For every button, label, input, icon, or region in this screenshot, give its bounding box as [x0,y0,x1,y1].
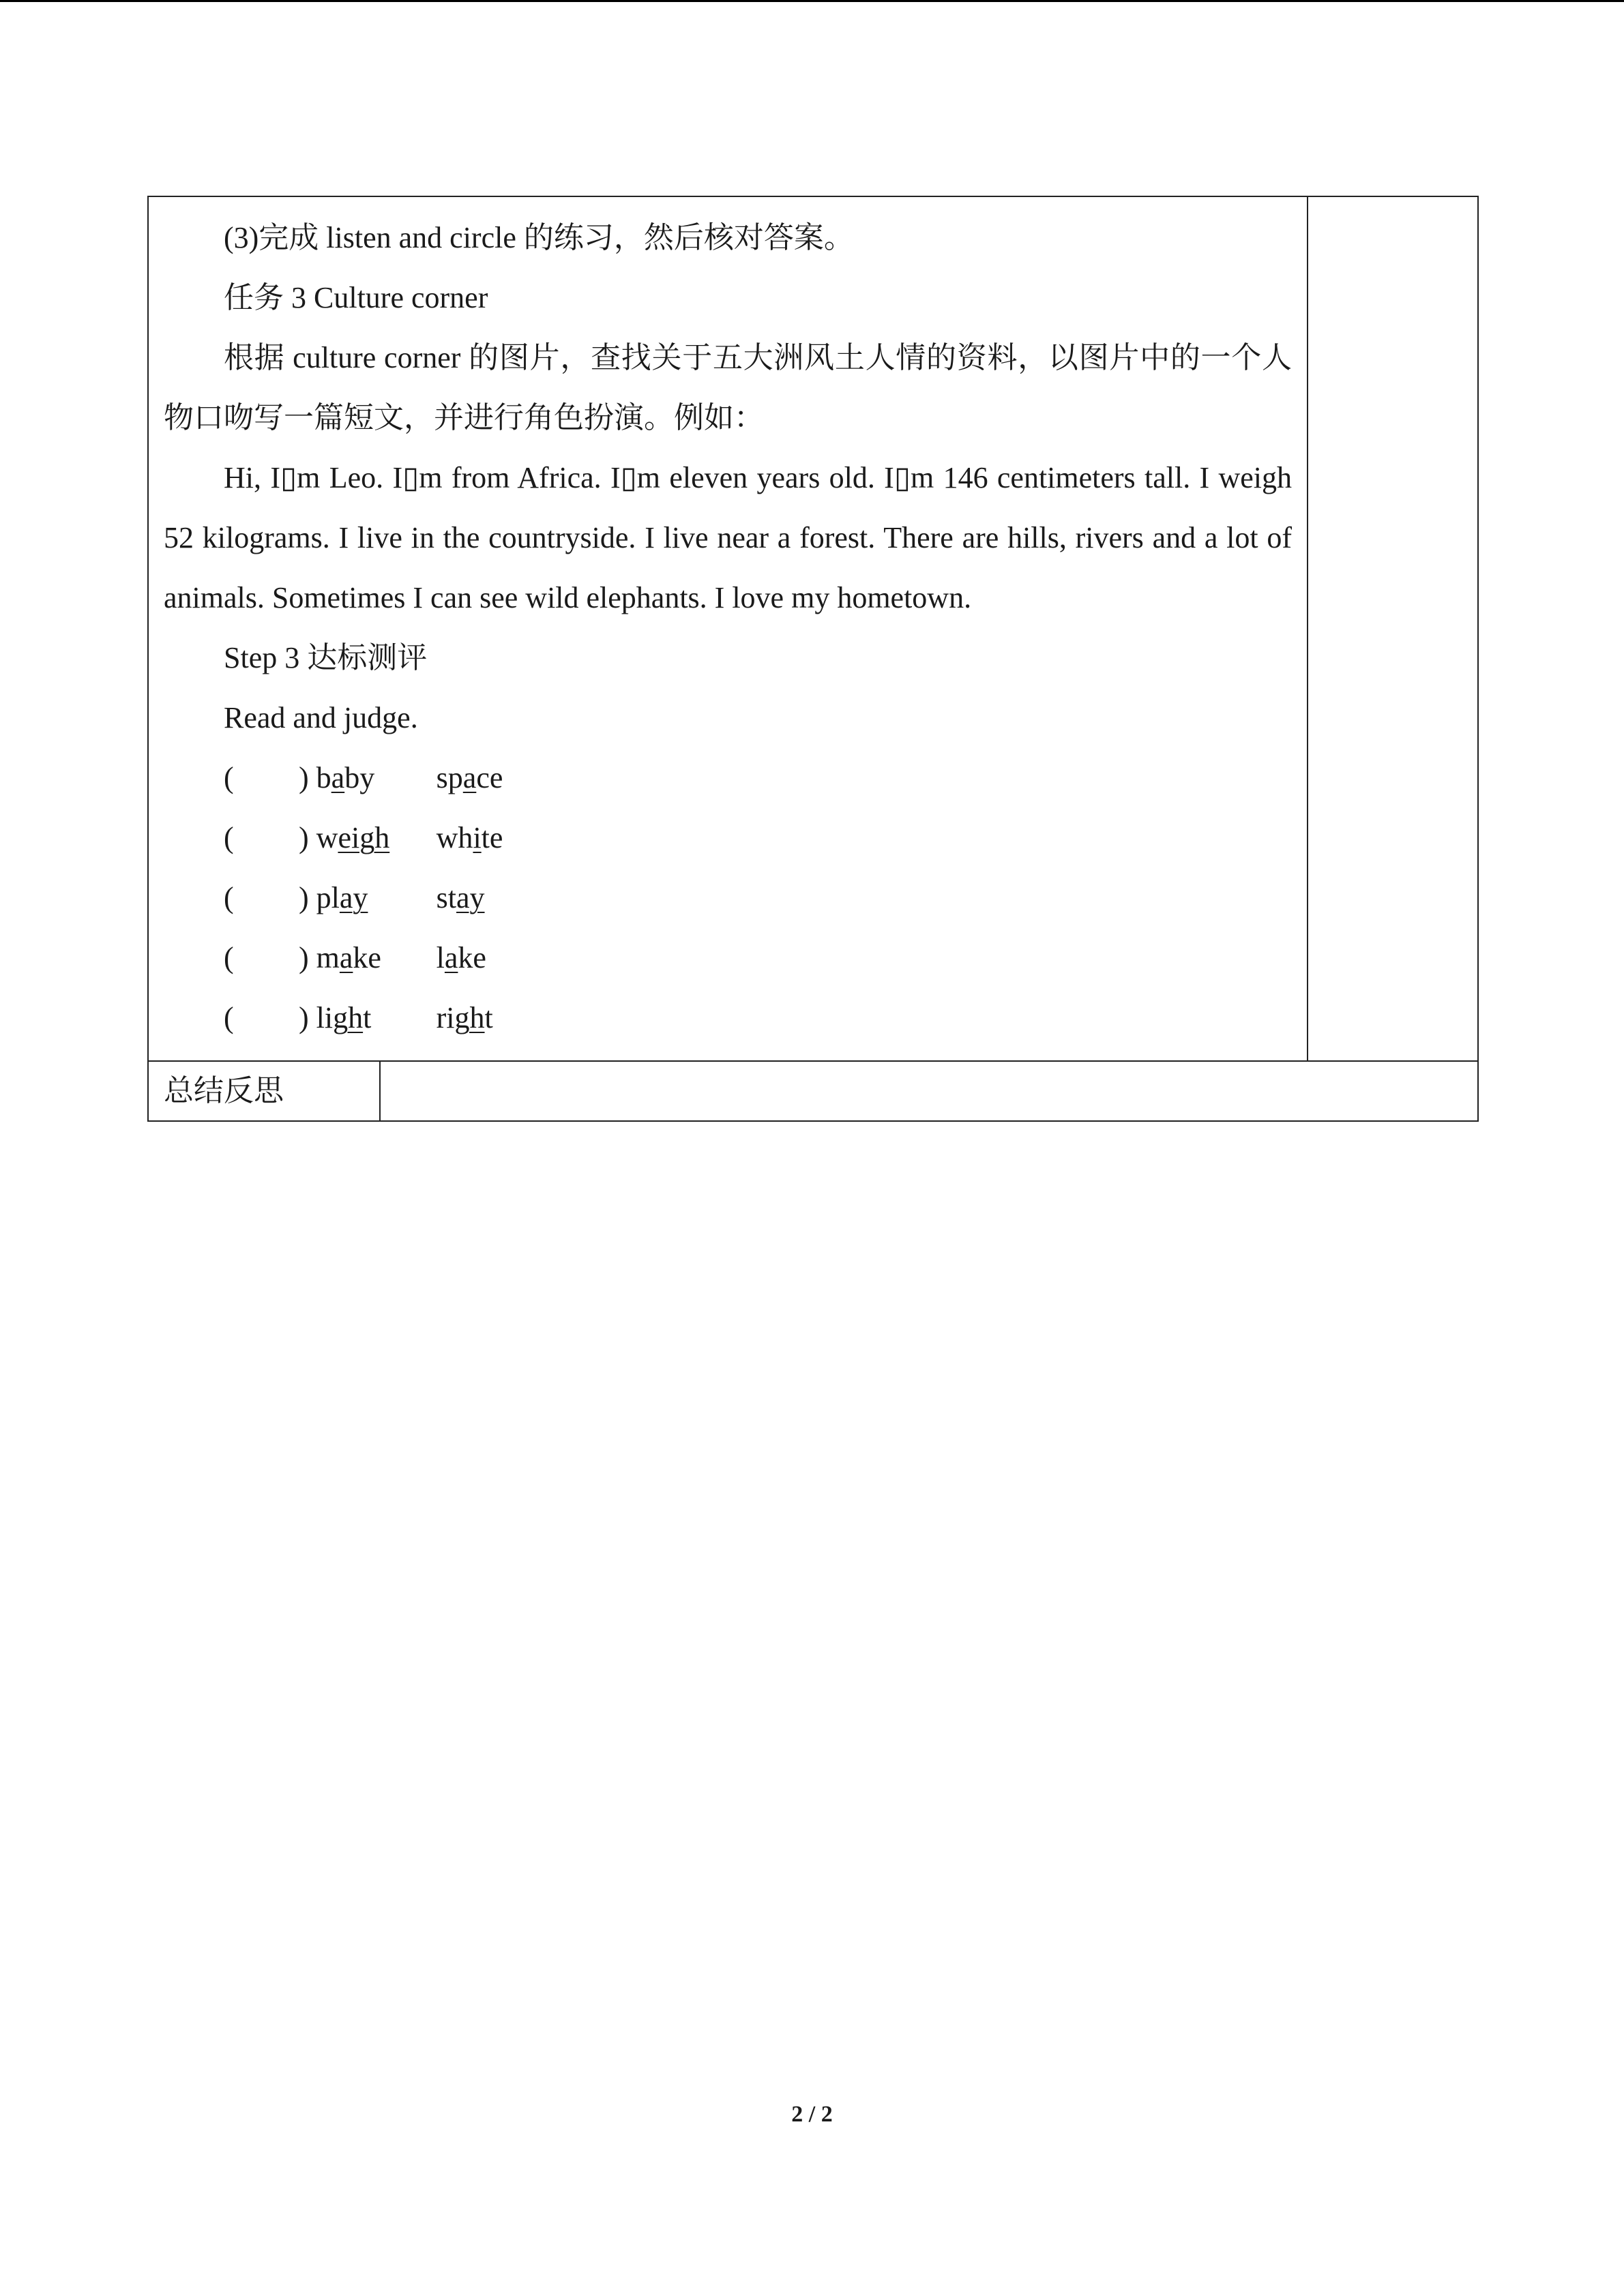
judge-item [164,868,1292,928]
word-two: white [436,821,503,854]
word-two: right [436,1001,493,1034]
answer-blank-close: ) [299,761,309,794]
answer-blank-close: ) [299,821,309,854]
judge-list [164,748,1292,1048]
word-two: lake [436,941,486,974]
word-one: weigh [316,821,390,854]
answer-blank-close: ) [299,1001,309,1034]
task3-instructions: 根据 culture corner 的图片，查找关于五大洲风土人情的资料，以图片中的一个人物口吻写一篇短文，并进行角色扮演。例如： [164,341,1293,434]
word-one: baby [316,761,375,794]
answer-blank-open: ( [224,941,234,974]
answer-blank-open: ( [224,1001,234,1034]
answer-blank-close: ) [299,941,309,974]
example-passage: Hi, I▯m Leo. I▯m from Africa. I▯m eleven years old. I▯m 146 centimeters tall. I weigh 52 kilograms. I live in the countryside. I live near a forest. There are hills, rivers and a lot of animals. Sometimes I can see wild elephants. I love my hometown. [164,461,1293,614]
judge-item [164,748,1292,808]
answer-blank-open: ( [224,761,234,794]
read-judge-instruction: Read and judge. [224,701,418,734]
activity-row [148,196,1478,1061]
summary-content-cell [380,1061,1478,1121]
lesson-plan-table [147,196,1479,1122]
top-border-line [0,0,1624,2]
judge-item [164,988,1292,1048]
word-two: space [436,761,503,794]
activity-content-cell [148,196,1308,1061]
answer-blank-close: ) [299,881,309,914]
answer-blank-open: ( [224,881,234,914]
word-one: play [316,881,368,914]
step3-title: Step 3 达标测评 [224,641,428,674]
judge-item [164,928,1292,988]
task3-title: 任务 3 Culture corner [224,281,488,314]
judge-item [164,808,1292,868]
summary-row [148,1061,1478,1121]
listen-circle-line: (3)完成 listen and circle 的练习，然后核对答案。 [224,221,854,254]
page-number: 2 / 2 [791,2102,833,2127]
answer-blank-open: ( [224,821,234,854]
word-one: make [316,941,381,974]
word-two: stay [436,881,485,914]
summary-label-cell: 总结反思 [148,1061,380,1121]
notes-column-cell [1308,196,1478,1061]
word-one: light [316,1001,372,1034]
